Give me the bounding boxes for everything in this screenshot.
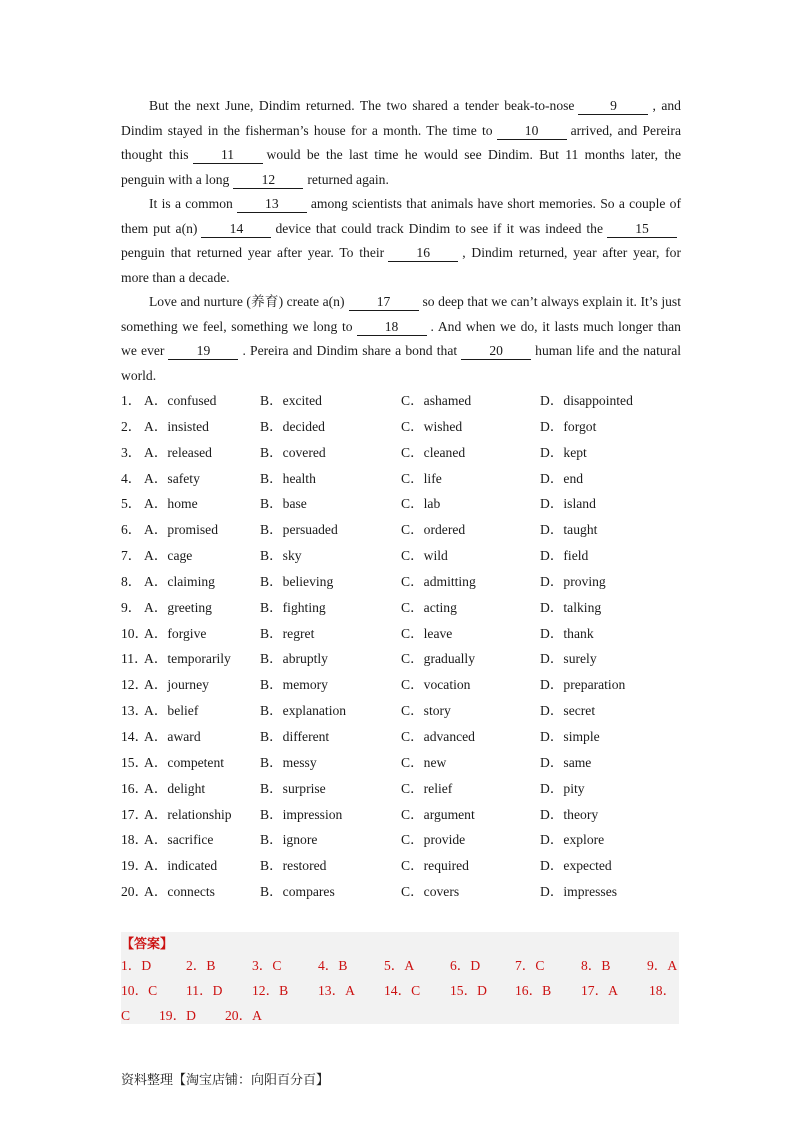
option-a: A．forgive	[144, 625, 207, 641]
blank-20: 20	[461, 342, 531, 360]
option-b: B．decided	[260, 418, 325, 434]
option-d: D．island	[540, 496, 596, 512]
question-number: 15．	[121, 754, 149, 770]
question-row	[121, 415, 681, 441]
answer-item: 1．D	[121, 958, 152, 973]
answer-item: 7．C	[515, 958, 545, 973]
option-d: D．proving	[540, 573, 606, 589]
passage-text: penguin that returned year after year. To their	[121, 245, 385, 260]
question-row	[121, 699, 681, 725]
question-number: 17．	[121, 806, 149, 822]
option-a: A．award	[144, 728, 201, 744]
question-number: 20．	[121, 884, 149, 900]
option-d: D．same	[540, 754, 592, 770]
option-b: B．regret	[260, 625, 315, 641]
option-c: C．covers	[401, 884, 460, 900]
option-c: C．admitting	[401, 573, 476, 589]
answer-item: 15．D	[450, 983, 488, 998]
question-row	[121, 596, 681, 622]
passage-text: device that could track Dindim to see if it was indeed the	[275, 220, 604, 236]
option-b: B．compares	[260, 884, 335, 900]
question-row	[121, 854, 681, 880]
question-row	[121, 622, 681, 648]
answer-line-1	[121, 953, 679, 978]
question-row	[121, 725, 681, 751]
option-b: B．persuaded	[260, 522, 338, 538]
passage-text: But the next June, Dindim returned. The two shared a tender beak-to-nose	[149, 98, 575, 113]
answer-item: 3．C	[252, 958, 282, 973]
option-a: A．released	[144, 444, 212, 460]
question-number: 6．	[121, 522, 142, 538]
answer-item: 18．	[649, 983, 677, 998]
option-b: B．abruptly	[260, 651, 328, 667]
question-number: 4．	[121, 470, 142, 486]
option-b: B．restored	[260, 858, 327, 874]
answer-item: 12．B	[252, 983, 289, 998]
option-a: A．connects	[144, 884, 215, 900]
answer-item: C	[121, 1008, 131, 1023]
option-d: D．explore	[540, 832, 605, 848]
answer-box	[121, 932, 679, 1024]
option-b: B．different	[260, 728, 330, 744]
paragraph-3	[121, 290, 681, 388]
option-a: A．indicated	[144, 858, 218, 874]
option-b: B．memory	[260, 677, 328, 693]
option-d: D．kept	[540, 444, 587, 460]
answer-item: 4．B	[318, 958, 348, 973]
blank-18: 18	[357, 318, 427, 336]
passage-text: . And when we do, it lasts much longer than we ever	[121, 318, 681, 358]
answer-item: 20．A	[225, 1008, 263, 1023]
option-c: C．cleaned	[401, 444, 466, 460]
answer-item: 17．A	[581, 983, 619, 998]
passage-text: so deep that we can’t always explain it. It’s just something we feel, something we long to	[121, 294, 682, 334]
question-row	[121, 570, 681, 596]
option-d: D．theory	[540, 806, 599, 822]
option-b: B．fighting	[260, 599, 326, 615]
question-number: 19．	[121, 858, 149, 874]
option-d: D．disappointed	[540, 393, 633, 408]
option-d: D．taught	[540, 522, 598, 538]
answer-item: 19．D	[159, 1008, 197, 1023]
option-d: D．expected	[540, 858, 612, 874]
option-d: D．surely	[540, 651, 597, 667]
option-b: B．explanation	[260, 703, 347, 719]
passage-text: among scientists that animals have short memories. So a couple of them put a(n)	[121, 196, 682, 236]
question-row	[121, 467, 681, 493]
paragraph-2	[121, 192, 681, 290]
passage-text: , Dindim returned, year after year, for more than a decade.	[121, 245, 681, 285]
question-number: 7．	[121, 548, 142, 564]
option-d: D．impresses	[540, 884, 618, 900]
blank-15: 15	[607, 220, 677, 238]
option-d: D．secret	[540, 703, 596, 719]
question-row	[121, 803, 681, 829]
question-row	[121, 544, 681, 570]
answer-title: 【答案】	[121, 937, 174, 952]
option-c: C．gradually	[401, 651, 475, 667]
option-b: B．impression	[260, 806, 343, 822]
option-c: C．ashamed	[401, 393, 472, 408]
question-number: 18．	[121, 832, 149, 848]
option-a: A．cage	[144, 548, 193, 564]
option-a: A．temporarily	[144, 651, 231, 667]
question-number: 3．	[121, 444, 142, 460]
option-a: A．journey	[144, 677, 209, 693]
option-c: C．lab	[401, 496, 441, 512]
option-a: A．confused	[144, 393, 217, 408]
question-number: 5．	[121, 496, 142, 512]
answer-item: 6．D	[450, 958, 481, 973]
option-c: C．required	[401, 858, 469, 874]
option-a: A．promised	[144, 522, 219, 538]
blank-17: 17	[349, 293, 419, 311]
option-b: B．sky	[260, 548, 302, 564]
option-c: C．vocation	[401, 677, 471, 693]
option-b: B．base	[260, 496, 307, 512]
question-list	[121, 389, 681, 906]
question-number: 14．	[121, 728, 149, 744]
question-row	[121, 441, 681, 467]
option-c: C．acting	[401, 599, 457, 615]
answer-item: 10．C	[121, 983, 158, 998]
question-number: 12．	[121, 677, 149, 693]
question-row	[121, 673, 681, 699]
question-row	[121, 389, 681, 415]
blank-14: 14	[201, 220, 271, 238]
passage-text: . Pereira and Dindim share a bond that	[242, 343, 458, 358]
option-a: A．sacrifice	[144, 832, 214, 848]
answer-item: 2．B	[186, 958, 216, 973]
option-d: D．talking	[540, 599, 602, 615]
question-row	[121, 777, 681, 803]
option-b: B．messy	[260, 754, 317, 770]
option-a: A．home	[144, 496, 198, 512]
option-c: C．leave	[401, 625, 453, 641]
option-d: D．simple	[540, 728, 600, 744]
question-number: 11．	[121, 651, 148, 667]
option-c: C．wished	[401, 418, 463, 434]
passage	[121, 94, 681, 388]
option-a: A．relationship	[144, 806, 232, 822]
option-b: B．covered	[260, 444, 326, 460]
option-b: B．ignore	[260, 832, 318, 848]
question-number: 10．	[121, 625, 149, 641]
option-d: D．end	[540, 470, 584, 486]
option-b: B．excited	[260, 393, 322, 408]
blank-9: 9	[578, 97, 648, 115]
question-row	[121, 647, 681, 673]
option-d: D．pity	[540, 780, 585, 796]
question-row	[121, 880, 681, 906]
question-row	[121, 492, 681, 518]
answer-item: 14．C	[384, 983, 421, 998]
question-number: 2．	[121, 418, 142, 434]
question-row	[121, 828, 681, 854]
passage-text: returned again.	[307, 171, 389, 187]
option-c: C．life	[401, 470, 442, 486]
paragraph-1	[121, 94, 681, 192]
answer-line-2	[121, 978, 679, 1003]
question-number: 9．	[121, 599, 142, 615]
question-row	[121, 751, 681, 777]
passage-text: arrived, and Pereira thought this	[121, 122, 681, 162]
question-number: 13．	[121, 703, 149, 719]
option-a: A．competent	[144, 754, 225, 770]
passage-text: , and Dindim stayed in the fisherman’s house for a month. The time to	[121, 98, 681, 138]
option-c: C．ordered	[401, 522, 466, 538]
passage-text: It is a common	[149, 196, 233, 211]
option-c: C．story	[401, 703, 451, 719]
option-a: A．belief	[144, 703, 199, 719]
option-a: A．claiming	[144, 573, 215, 589]
question-row	[121, 518, 681, 544]
blank-16: 16	[388, 244, 458, 262]
option-b: B．surprise	[260, 780, 326, 796]
answer-item: 8．B	[581, 958, 611, 973]
option-c: C．argument	[401, 806, 475, 822]
answer-line-3	[121, 1003, 679, 1028]
passage-text: would be the last time he would see Dindim. But 11 months later, the penguin with a long	[121, 147, 681, 187]
blank-13: 13	[237, 195, 307, 213]
option-c: C．relief	[401, 780, 453, 796]
option-c: C．new	[401, 754, 447, 770]
option-b: B．health	[260, 470, 316, 486]
option-a: A．insisted	[144, 418, 209, 434]
option-d: D．thank	[540, 625, 594, 641]
answer-item: 16．B	[515, 983, 552, 998]
answer-item: 5．A	[384, 958, 415, 973]
blank-11: 11	[193, 146, 263, 164]
option-d: D．forgot	[540, 418, 597, 434]
option-d: D．preparation	[540, 677, 626, 693]
question-number: 16．	[121, 780, 149, 796]
option-a: A．safety	[144, 470, 200, 486]
option-c: C．advanced	[401, 728, 475, 744]
option-c: C．wild	[401, 548, 448, 564]
option-d: D．field	[540, 548, 589, 564]
passage-text: Love and nurture (养育) create a(n)	[149, 294, 345, 309]
answer-item: 9．A	[647, 958, 678, 973]
option-c: C．provide	[401, 832, 466, 848]
blank-12: 12	[233, 171, 303, 189]
passage-text: human life and the natural world.	[121, 343, 681, 383]
answer-item: 11．D	[186, 983, 223, 998]
option-a: A．delight	[144, 780, 206, 796]
blank-10: 10	[497, 122, 567, 140]
question-number: 1．	[121, 393, 142, 408]
answer-item: 13．A	[318, 983, 356, 998]
option-b: B．believing	[260, 573, 334, 589]
blank-19: 19	[168, 342, 238, 360]
option-a: A．greeting	[144, 599, 212, 615]
footer-credit: 资料整理【淘宝店铺：向阳百分百】	[121, 1073, 330, 1088]
question-number: 8．	[121, 573, 142, 589]
